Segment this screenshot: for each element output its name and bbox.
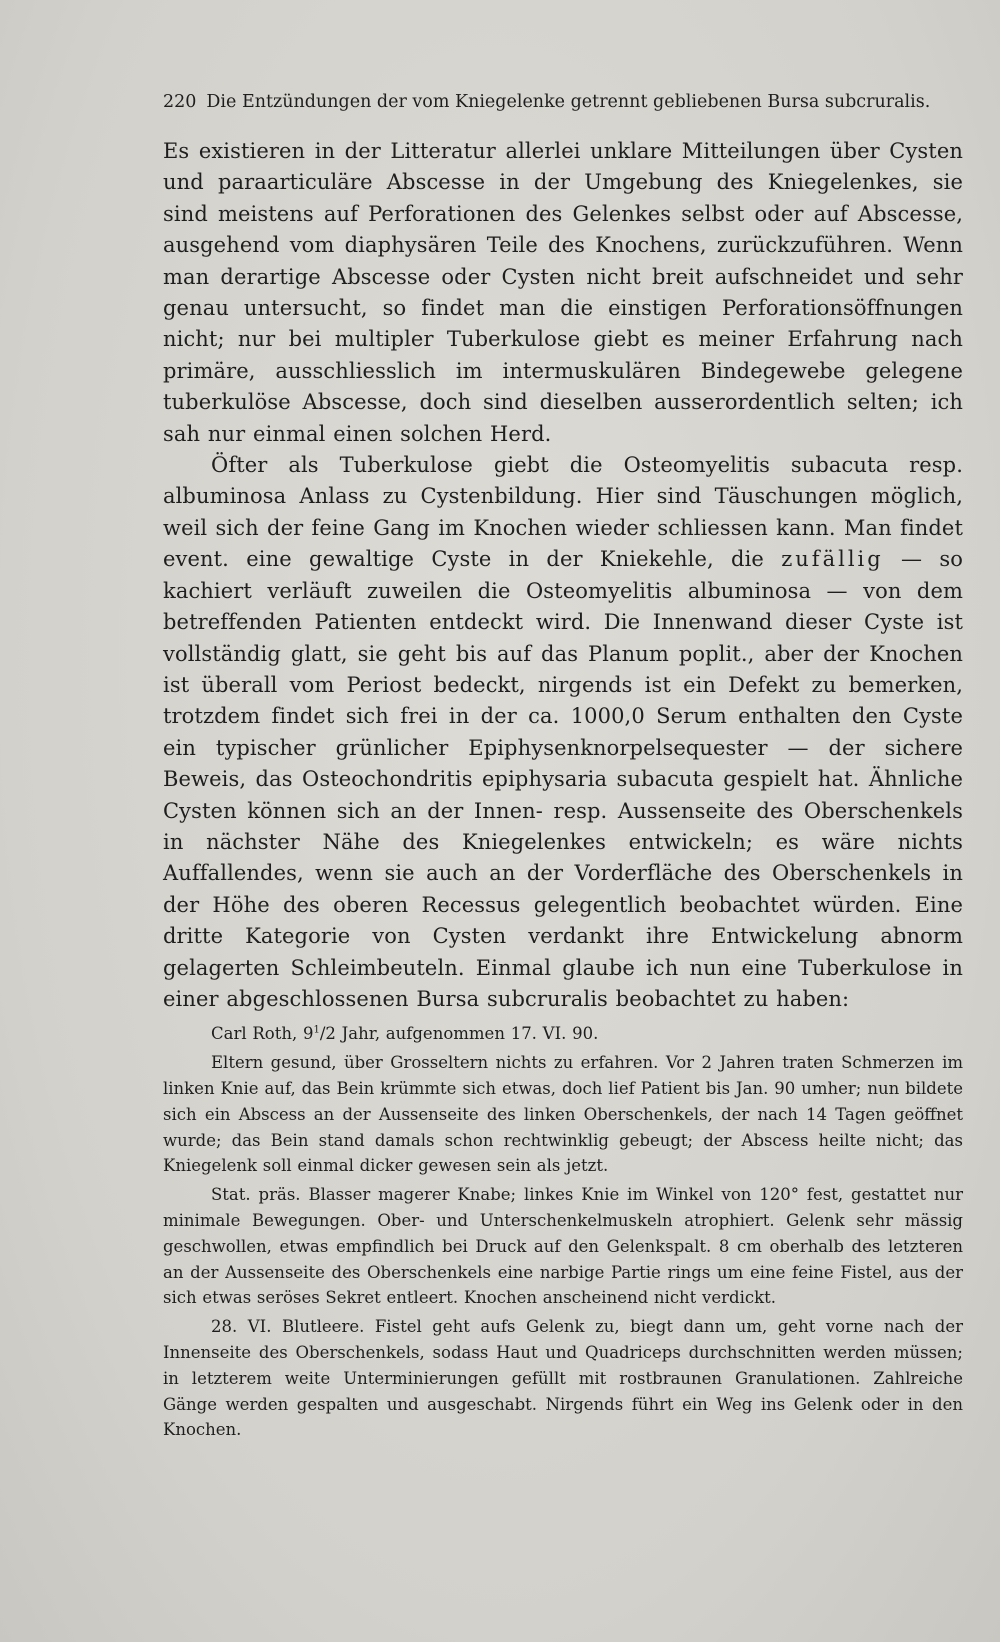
case-operation: 28. VI. Blutleere. Fistel geht aufs Gelenk zu, biegt dann um, geht vorne nach der Innenseite des Oberschenkels, sodass Haut und Quadriceps durchschnitten werden müssen; in letzterem weite Unterminierungen gefüllt mit rostbraunen Granulationen. Zahlreiche Gänge werden gespalten und ausgeschabt. Nirgends führt ein Weg ins Gelenk oder in den Knochen.	[163, 1317, 963, 1440]
paragraph-1: Es existieren in der Litteratur allerlei unklare Mitteilungen über Cysten und paraarticuläre Abscesse in der Umgebung des Kniegelenkes, sie sind meistens auf Perforationen des Gelenkes selbst oder auf Abscesse, ausgehend vom diaphysären Teile des Knochens, zurückzuführen. Wenn man derartige Abscesse oder Cysten nicht breit aufschneidet und sehr genau untersucht, so findet man die einstigen Perforationsöffnungen nicht; nur bei multipler Tuberkulose giebt es meiner Erfahrung nach primäre, ausschliesslich im intermuskulären Bindegewebe gelegene tuberkulöse Abscesse, doch sind dieselben ausserordentlich selten; ich sah nur einmal einen solchen Herd.	[163, 139, 963, 446]
paragraph-2-part-2: — so kachiert verläuft zuweilen die Osteomyelitis albuminosa — von dem betreffenden Patienten entdeckt wird. Die Innenwand dieser Cyste ist vollständig glatt, sie geht bis auf das Planum poplit., aber der Knochen ist überall vom Periost bedeckt, nirgends ist ein Defekt zu bemerken, trotzdem findet sich frei in der ca. 1000,0 Serum enthalten den Cyste ein typischer grünlicher Epiphysenknorpelsequester — der sichere Beweis, das Osteochondritis epiphysaria subacuta gespielt hat. Ähnliche Cysten können sich an der Innen- resp. Aussenseite des Oberschenkels in nächster Nähe des Kniegelenkes entwickeln; es wäre nichts Auffallendes, wenn sie auch an der Vorderfläche des Oberschenkels in der Höhe des oberen Recessus gelegentlich beobachtet würden. Eine dritte Kategorie von Cysten verdankt ihre Entwickelung abnorm gelagerten Schleimbeuteln. Einmal glaube ich nun eine Tuberkulose in einer abgeschlossenen Bursa subcruralis beobachtet zu haben:	[163, 547, 963, 1011]
fraction-numerator: 1	[313, 1024, 320, 1036]
book-page	[163, 90, 963, 1443]
case-anamnesis: Eltern gesund, über Grosseltern nichts zu erfahren. Vor 2 Jahren traten Schmerzen im linken Knie auf, das Bein krümmte sich etwas, doch lief Patient bis Jan. 90 umher; nun bildete sich ein Abscess an der Aussenseite des linken Oberschenkels, der nach 14 Tagen geöffnet wurde; das Bein stand damals schon rechtwinklig gebeugt; der Abscess heilte nicht; das Kniegelenk soll einmal dicker gewesen sein als jetzt.	[163, 1053, 963, 1176]
page-number: 220	[163, 92, 197, 112]
main-text	[163, 136, 963, 1015]
running-title: Die Entzündungen der vom Kniegelenke getrennt gebliebenen Bursa subcruralis.	[206, 92, 931, 112]
emphasis-spaced: zufällig	[781, 547, 884, 572]
case-status: Stat. präs. Blasser magerer Knabe; linkes Knie im Winkel von 120° fest, gestattet nur minimale Bewegungen. Ober- und Unterschenkelmuskeln atrophiert. Gelenk sehr mässig geschwollen, etwas empfindlich bei Druck auf den Gelenkspalt. 8 cm oberhalb des letzteren an der Aussenseite des Oberschenkels eine narbige Partie rings um eine feine Fistel, aus der sich etwas seröses Sekret entleert. Knochen anscheinend nicht verdickt.	[163, 1185, 963, 1308]
case-intro-part-1: Carl Roth, 9	[211, 1024, 314, 1044]
running-header	[163, 90, 963, 114]
case-intro	[163, 1021, 963, 1047]
paragraph-2-part-1: Öfter als Tuberkulose giebt die Osteomyelitis subacuta resp. albuminosa Anlass zu Cystenbildung. Hier sind Täuschungen möglich, weil sich der feine Gang im Knochen wieder schliessen kann. Man findet event. eine gewaltige Cyste in der Kniekehle, die	[163, 453, 963, 572]
case-report	[163, 1021, 963, 1443]
paragraph-2	[163, 450, 963, 1015]
case-intro-part-2: /2 Jahr, aufgenommen 17. VI. 90.	[319, 1024, 599, 1044]
